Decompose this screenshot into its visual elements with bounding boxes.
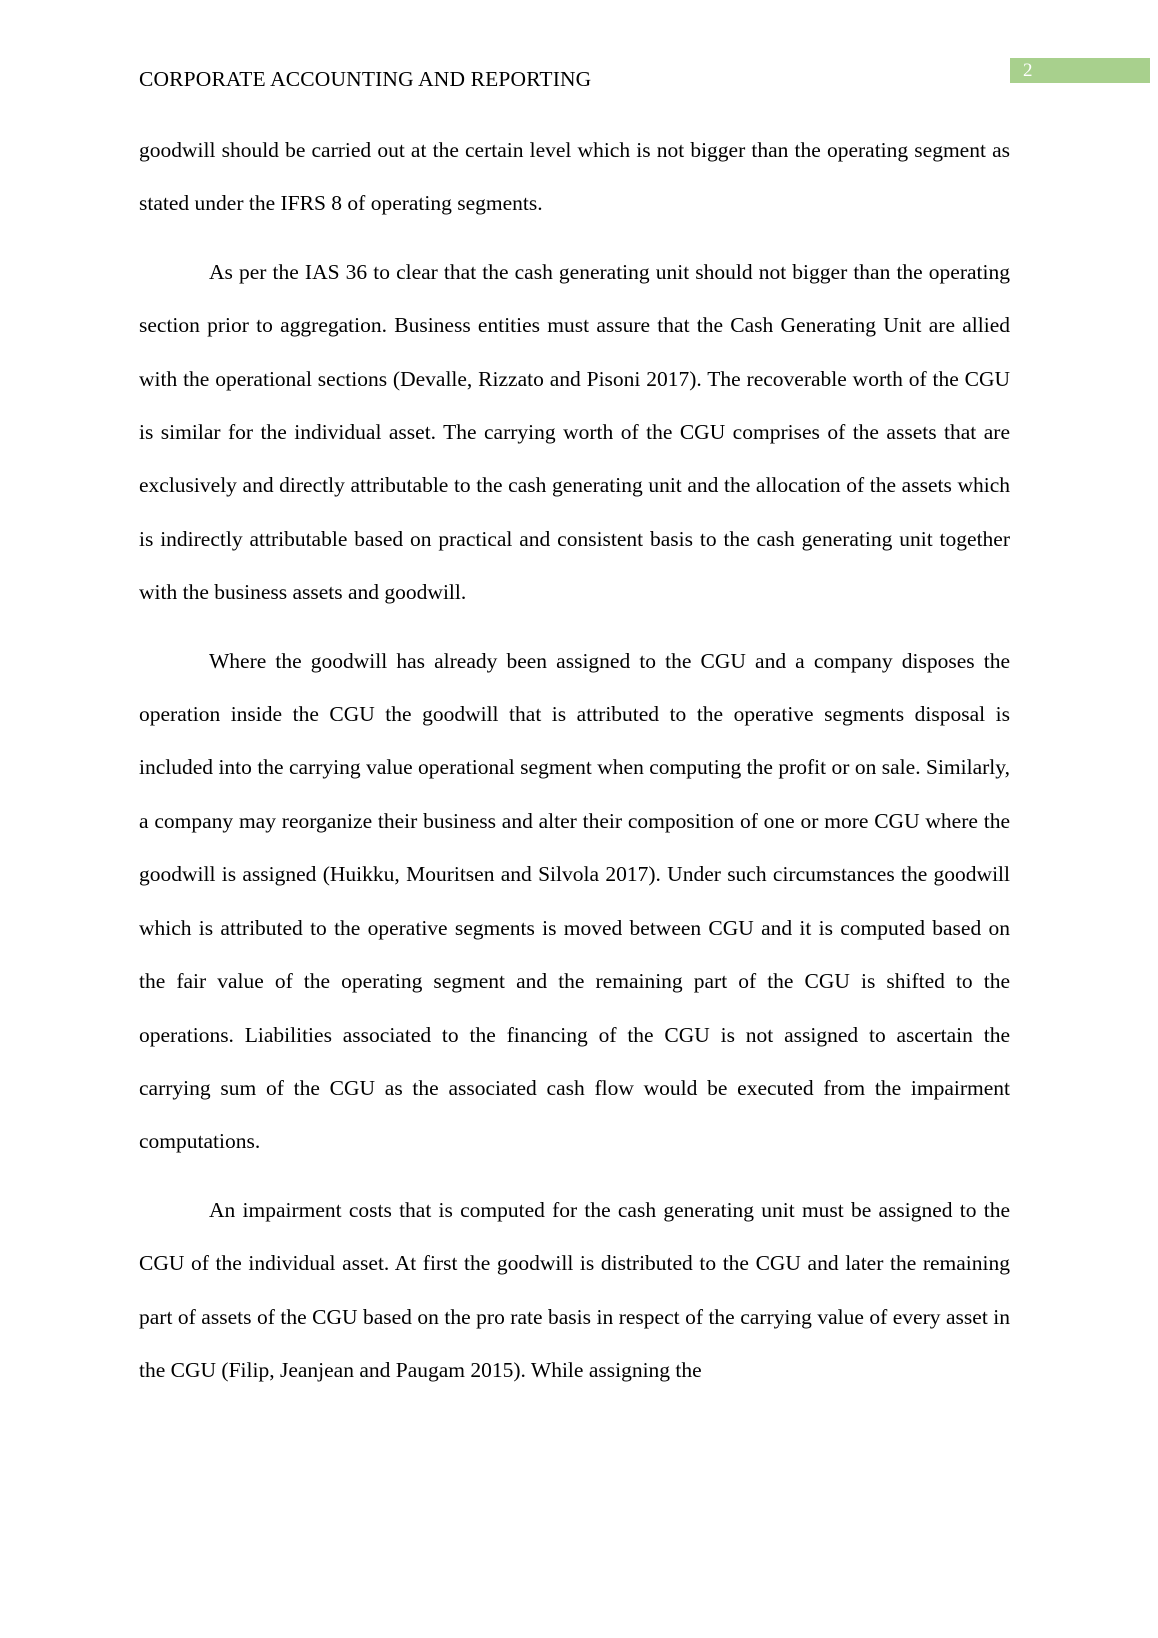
paragraph-4: An impairment costs that is computed for the cash generating unit must be assigned to the CGU of the individual asset. At first the goodwill is distributed to the CGU and later the remaining part of assets of the CGU based on the pro rate basis in respect of the carrying value of every asset in the CGU (Filip, Jeanjean and Paugam 2015). While assigning the (139, 1197, 1010, 1382)
paragraph-2: As per the IAS 36 to clear that the cash generating unit should not bigger than the operating section prior to aggregation. Business entities must assure that the Cash Generating Unit are allied with the operational sections (Devalle, Rizzato and Pisoni 2017). The recoverable worth of the CGU is similar for the individual asset. The carrying worth of the CGU comprises of the assets that are exclusively and directly attributable to the cash generating unit and the allocation of the assets which is indirectly attributable based on practical and consistent basis to the cash generating unit together with the business assets and goodwill. (139, 259, 1010, 605)
running-head: CORPORATE ACCOUNTING AND REPORTING (139, 67, 592, 91)
page-number-badge: 2 (1010, 58, 1150, 83)
paragraph-3: Where the goodwill has already been assigned to the CGU and a company disposes the operation inside the CGU the goodwill that is attributed to the operative segments disposal is included into the carrying value operational segment when computing the profit or on sale. Similarly, a company may reorganize their business and alter their composition of one or more CGU where the goodwill is assigned (Huikku, Mouritsen and Silvola 2017). Under such circumstances the goodwill which is attributed to the operative segments is moved between CGU and it is computed based on the fair value of the operating segment and the remaining part of the CGU is shifted to the operations. Liabilities associated to the financing of the CGU is not assigned to ascertain the carrying sum of the CGU as the associated cash flow would be executed from the impairment computations. (139, 648, 1010, 1154)
document-body (139, 124, 1010, 1412)
paragraph-1: goodwill should be carried out at the certain level which is not bigger than the operating segment as stated under the IFRS 8 of operating segments. (139, 138, 1010, 216)
